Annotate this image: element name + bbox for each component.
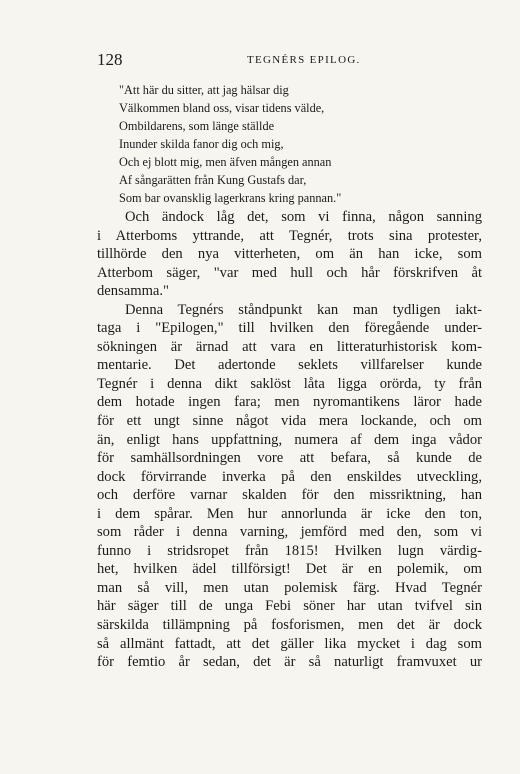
text-line: än, enligt hans uppfattning, numera af dem inga vådor	[97, 431, 482, 448]
text-line: så allmänt fattadt, att det gäller lika mycket i dag som	[97, 635, 482, 652]
text-line: het, hvilken ädel tillförsigt! Det är en polemik, om	[97, 561, 482, 578]
text-line: och derföre varnar skalden för den missriktning, han	[97, 487, 482, 504]
text-line: Tegnér i denna dikt saklöst låta ligga orörda, ty från	[97, 375, 482, 392]
text-line: Denna Tegnérs ståndpunkt kan man tydligen iakt-	[125, 301, 482, 318]
verse-line: Som bar ovansklig lagerkrans kring pannan."	[119, 191, 342, 205]
text-line: för femtio år sedan, det är så naturligt framvuxet ur	[97, 654, 482, 671]
page-header	[97, 50, 482, 72]
text-line: dock förvirrande inverka på den enskildes utveckling,	[97, 468, 482, 485]
text-line: funno i stridsropet från 1815! Hvilken lugn värdig-	[97, 542, 482, 559]
text-line: i Atterboms yttrande, att Tegnér, trots sina protester,	[97, 227, 482, 244]
text-line: för samhällsordningen vore att befara, så kunde de	[97, 450, 482, 467]
text-line: Och ändock låg det, som vi finna, någon sanning	[125, 209, 482, 225]
running-title: TEGNÉRS EPILOG.	[247, 54, 361, 66]
text-line: i dem spårar. Men hur annorlunda är icke den ton,	[97, 505, 482, 522]
text-line: för ett ungt sinne något vida mera lockande, och om	[97, 413, 482, 430]
text-line: mentarie. Det adertonde seklets villfarelser kunde	[97, 357, 482, 374]
verse-quotation	[119, 81, 341, 207]
paragraph-2	[97, 301, 482, 672]
verse-line: Och ej blott mig, men äfven mången annan	[119, 155, 332, 169]
text-line: tillhörde den nya vitterheten, om än han icke, som	[97, 246, 482, 263]
text-line: sökningen är ärnad att vara en litteraturhistorisk kom-	[97, 338, 482, 355]
text-line: Atterbom säger, "var med hull och hår förskrifven åt	[97, 264, 482, 281]
text-line: som råder i denna varning, jemförd med den, som vi	[97, 524, 482, 541]
text-line: särskilda tillämpning på fosforismen, men det är dock	[97, 617, 482, 634]
page-number: 128	[97, 50, 123, 69]
paragraph-1	[97, 208, 482, 301]
verse-line: Ombildarens, som länge ställde	[119, 119, 275, 133]
text-line: dem hotade ingen fara; men nyromantikens läror hade	[97, 394, 482, 411]
text-line: taga i "Epilogen," till hvilken den föregående under-	[97, 320, 482, 337]
text-line: man så vill, men utan polemisk färg. Hvad Tegnér	[97, 579, 482, 596]
verse-line: "Att här du sitter, att jag hälsar dig	[119, 83, 289, 97]
text-line: här säger till de unga Febi söner har utan tvifvel sin	[97, 598, 482, 615]
body-text	[97, 208, 482, 672]
verse-line: Välkommen bland oss, visar tidens välde,	[119, 101, 325, 115]
verse-line: Af sångarätten från Kung Gustafs dar,	[119, 173, 307, 187]
verse-line: Inunder skilda fanor dig och mig,	[119, 137, 284, 151]
text-line: densamma."	[97, 283, 170, 300]
